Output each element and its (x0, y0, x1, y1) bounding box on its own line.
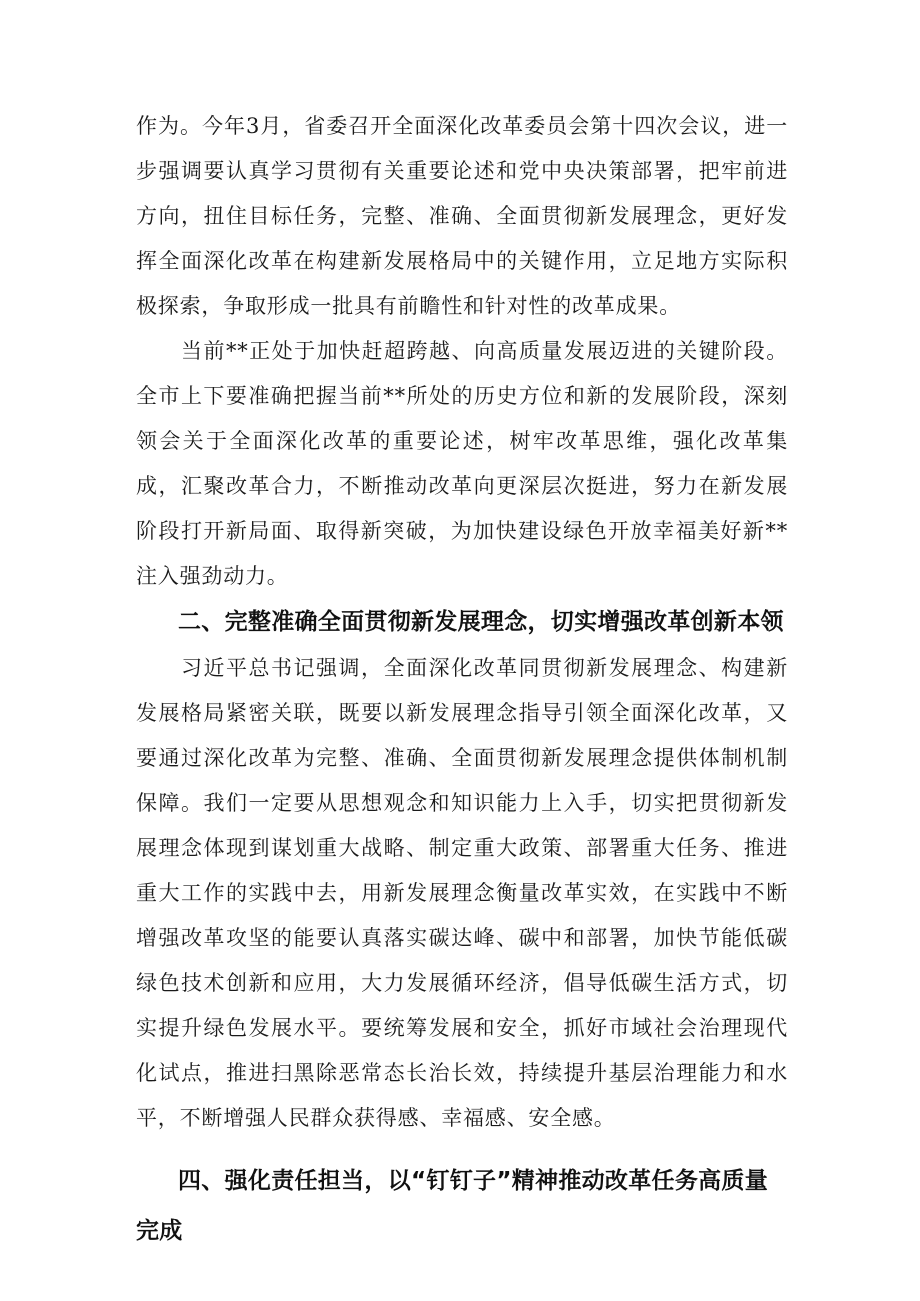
body-paragraph: 当前**正处于加快赶超跨越、向高质量发展迈进的关键阶段。全市上下要准确把握当前**所处的历史方位和新的发展阶段，深刻领会关于全面深化改革的重要论述，树牢改革思维，强化改革集成，汇聚改革合力，不断推动改革向更深层次挺进，努力在新发展阶段打开新局面、取得新突破，为加快建设绿色开放幸福美好新**注入强劲动力。 (136, 339, 788, 588)
section-heading: 四、强化责任担当，以“钉钉子”精神推动改革任务高质量完成 (136, 1168, 769, 1244)
document-body (136, 104, 788, 1256)
body-paragraph: 习近平总书记强调，全面深化改革同贯彻新发展理念、构建新发展格局紧密关联，既要以新发展理念指导引领全面深化改革，又要通过深化改革为完整、准确、全面贯彻新发展理念提供体制机制保障。我们一定要从思想观念和知识能力上入手，切实把贯彻新发展理念体现到谋划重大战略、制定重大政策、部署重大任务、推进重大工作的实践中去，用新发展理念衡量改革实效，在实践中不断增强改革攻坚的能要认真落实碳达峰、碳中和部署，加快节能低碳绿色技术创新和应用，大力发展循环经济，倡导低碳生活方式，切实提升绿色发展水平。要统筹发展和安全，抓好市域社会治理现代化试点，推进扫黑除恶常态长治长效，持续提升基层治理能力和水平，不断增强人民群众获得感、幸福感、安全感。 (136, 656, 788, 1130)
body-paragraph: 作为。今年3月，省委召开全面深化改革委员会第十四次会议，进一步强调要认真学习贯彻有关重要论述和党中央决策部署，把牢前进方向，扭住目标任务，完整、准确、全面贯彻新发展理念，更好发挥全面深化改革在构建新发展格局中的关键作用，立足地方实际积极探索，争取形成一批具有前瞻性和针对性的改革成果。 (136, 114, 788, 318)
section-heading: 二、完整准确全面贯彻新发展理念，切实增强改革创新本领 (178, 609, 784, 635)
